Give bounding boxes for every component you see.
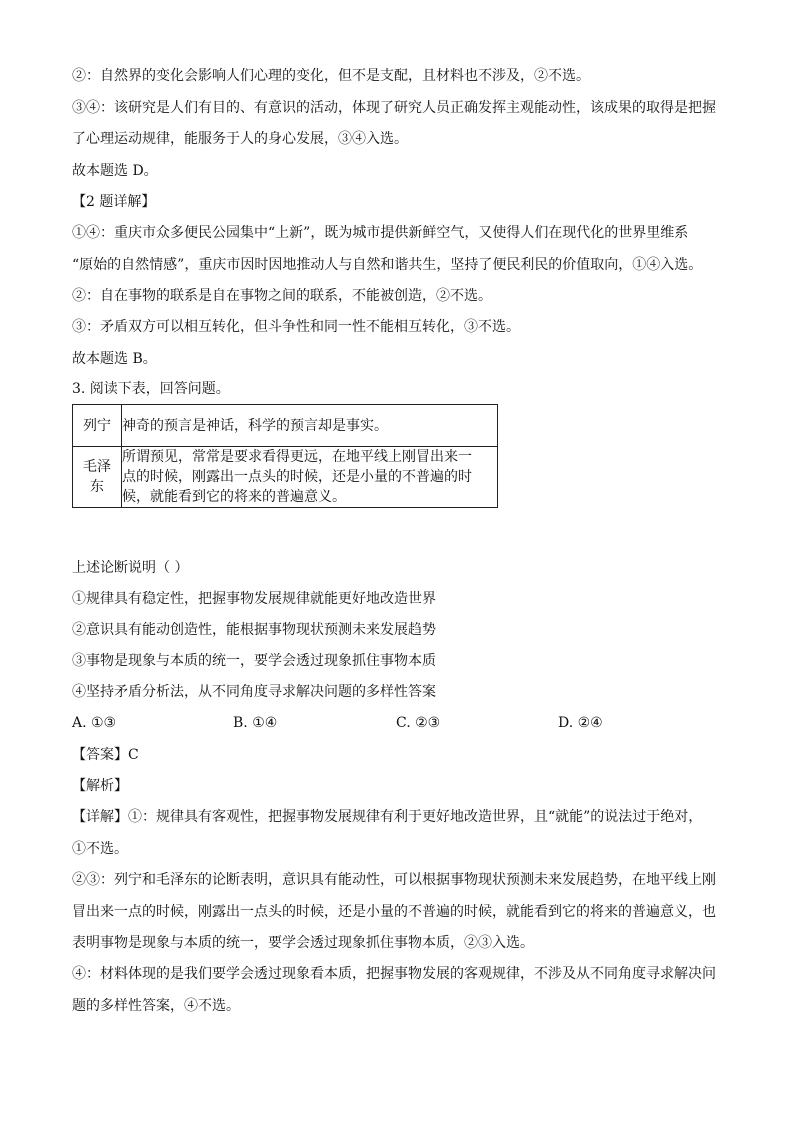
text-line: 故本题选 B。: [72, 351, 157, 367]
option-d: D. ②④: [558, 715, 603, 731]
quote-table: [72, 404, 498, 508]
question-title: 3. 阅读下表，回答问题。: [72, 381, 230, 397]
detail-line: ②③：列宁和毛泽东的论断表明，意识具有能动性，可以根据事物现状预测未来发展趋势，在地平线上刚: [72, 872, 716, 888]
detail-line: 【详解】①：规律具有客观性，把握事物发展规律有利于更好地改造世界，且“就能”的说法过于绝对，: [72, 809, 703, 825]
statement-1: ①规律具有稳定性，把握事物发展规律就能更好地改造世界: [72, 591, 436, 607]
detail-line: 题的多样性答案，④不选。: [72, 998, 240, 1014]
statement-2: ②意识具有能动创造性，能根据事物现状预测未来发展趋势: [72, 622, 436, 638]
text-line: ③④：该研究是人们有目的、有意识的活动，体现了研究人员正确发挥主观能动性，该成果的取得是把握: [72, 100, 716, 116]
quote-line: 候，就能看到它的将来的普遍意义。: [122, 489, 346, 505]
option-c: C. ②③: [396, 715, 441, 731]
analysis-heading: 【解析】: [72, 778, 128, 794]
text-line: 了心理运动规律，能服务于人的身心发展，③④入选。: [72, 131, 408, 147]
text-line: 故本题选 D。: [72, 163, 158, 179]
text-line: ②：自在事物的联系是自在事物之间的联系，不能被创造，②不选。: [72, 288, 492, 304]
table-cell-quote: 神奇的预言是神话，科学的预言却是事实。: [122, 405, 498, 447]
text-line: ①④：重庆市众多便民公园集中“上新”，既为城市提供新鲜空气，又使得人们在现代化的世界里维系: [72, 225, 689, 241]
text-line: ②：自然界的变化会影响人们心理的变化，但不是支配，且材料也不涉及，②不选。: [72, 68, 590, 84]
quote-line: 所谓预见，常常是要求看得更远，在地平线上刚冒出来一: [122, 449, 472, 465]
option-a: A. ①③: [72, 715, 117, 731]
section-heading: 【2 题详解】: [72, 194, 156, 210]
question-stem: 上述论断说明（ ）: [72, 560, 189, 576]
detail-line: 表明事物是现象与本质的统一，要学会透过现象抓住事物本质，②③入选。: [72, 935, 534, 951]
text-line: “原始的自然情感”，重庆市因时因地推动人与自然和谐共生，坚持了便民利民的价值取向，①④入选。: [72, 257, 703, 273]
text-line: ③：矛盾双方可以相互转化，但斗争性和同一性不能相互转化，③不选。: [72, 319, 520, 335]
answer-line: 【答案】C: [72, 747, 139, 763]
statement-3: ③事物是现象与本质的统一，要学会透过现象抓住事物本质: [72, 653, 436, 669]
table-row: [73, 405, 498, 447]
detail-line: ①不选。: [72, 841, 128, 857]
table-row: [73, 447, 498, 508]
detail-line: ④：材料体现的是我们要学会透过现象看本质，把握事物发展的客观规律，不涉及从不同角度寻求解决问: [72, 966, 716, 982]
table-cell-speaker: 列宁: [73, 405, 122, 447]
speaker-line: 毛泽: [83, 459, 111, 475]
option-b: B. ①④: [233, 715, 278, 731]
table-cell-quote: [122, 447, 498, 508]
detail-line: 冒出来一点的时候，刚露出一点头的时候，还是小量的不普遍的时候，就能看到它的将来的普遍意义，也: [72, 904, 716, 920]
speaker-line: 东: [90, 479, 104, 495]
statement-4: ④坚持矛盾分析法，从不同角度寻求解决问题的多样性答案: [72, 684, 436, 700]
quote-line: 点的时候，刚露出一点头的时候，还是小量的不普遍的时: [122, 469, 472, 485]
table-cell-speaker: [73, 447, 122, 508]
